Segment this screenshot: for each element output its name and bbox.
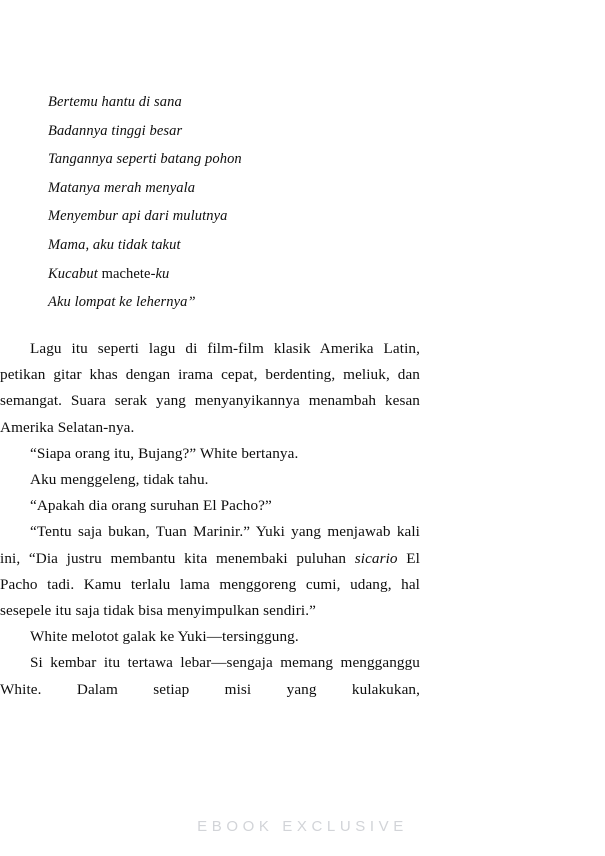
paragraph-dialogue: “Siapa orang itu, Bujang?” White bertanya.: [30, 444, 299, 462]
watermark-text: EBOOK EXCLUSIVE: [197, 818, 408, 835]
poem-line-segment-italic: Kucabut: [48, 265, 102, 282]
poem-line: Bertemu hantu di sana: [48, 94, 182, 110]
paragraph: White melotot galak ke Yuki—tersinggung.: [30, 628, 299, 646]
poem-line: Tangannya seperti batang pohon: [48, 151, 242, 168]
poem-line-machete: [48, 260, 420, 289]
poem-line: Aku lompat ke lehernya”: [48, 294, 196, 311]
poem-line-segment-italic-suffix: -ku: [150, 265, 170, 282]
paragraph: Lagu itu seperti lagu di film-film klasik Amerika Latin, petikan gitar khas dengan irama cepat, berdenting, meliuk, dan semangat. Suara serak yang menyanyikannya menambah kesan Amerika Selatan-nya.: [0, 340, 420, 436]
poem-line-segment-roman: machete: [101, 265, 151, 282]
poem-line: Matanya merah menyala: [48, 179, 196, 196]
paragraph-segment: “Tentu saja bukan, Tuan Marinir.” Yuki yang menjawab kali ini, “Dia justru membantu kita menembaki puluhan: [0, 523, 420, 567]
foreign-term-sicario: sicario: [354, 549, 398, 567]
paragraph-segment: El Pacho tadi. Kamu terlalu lama menggoreng cumi, udang, hal sesepele itu saja tidak bisa menyimpulkan sendiri.”: [0, 549, 421, 620]
paragraph-dialogue: Aku menggeleng, tidak tahu.: [30, 471, 209, 489]
poem-line: Mama, aku tidak takut: [48, 236, 181, 253]
poem-line: Badannya tinggi besar: [48, 122, 183, 139]
paragraph-dialogue-sicario: [0, 519, 420, 624]
paragraph: Si kembar itu tertawa lebar—sengaja memang mengganggu White. Dalam setiap misi yang kulakukan,: [0, 654, 420, 698]
poem-block: [48, 88, 420, 317]
footer-watermark: [0, 818, 605, 836]
prose-block: [0, 336, 420, 703]
paragraph-dialogue: “Apakah dia orang suruhan El Pacho?”: [30, 497, 272, 515]
poem-line: Menyembur api dari mulutnya: [48, 208, 228, 225]
